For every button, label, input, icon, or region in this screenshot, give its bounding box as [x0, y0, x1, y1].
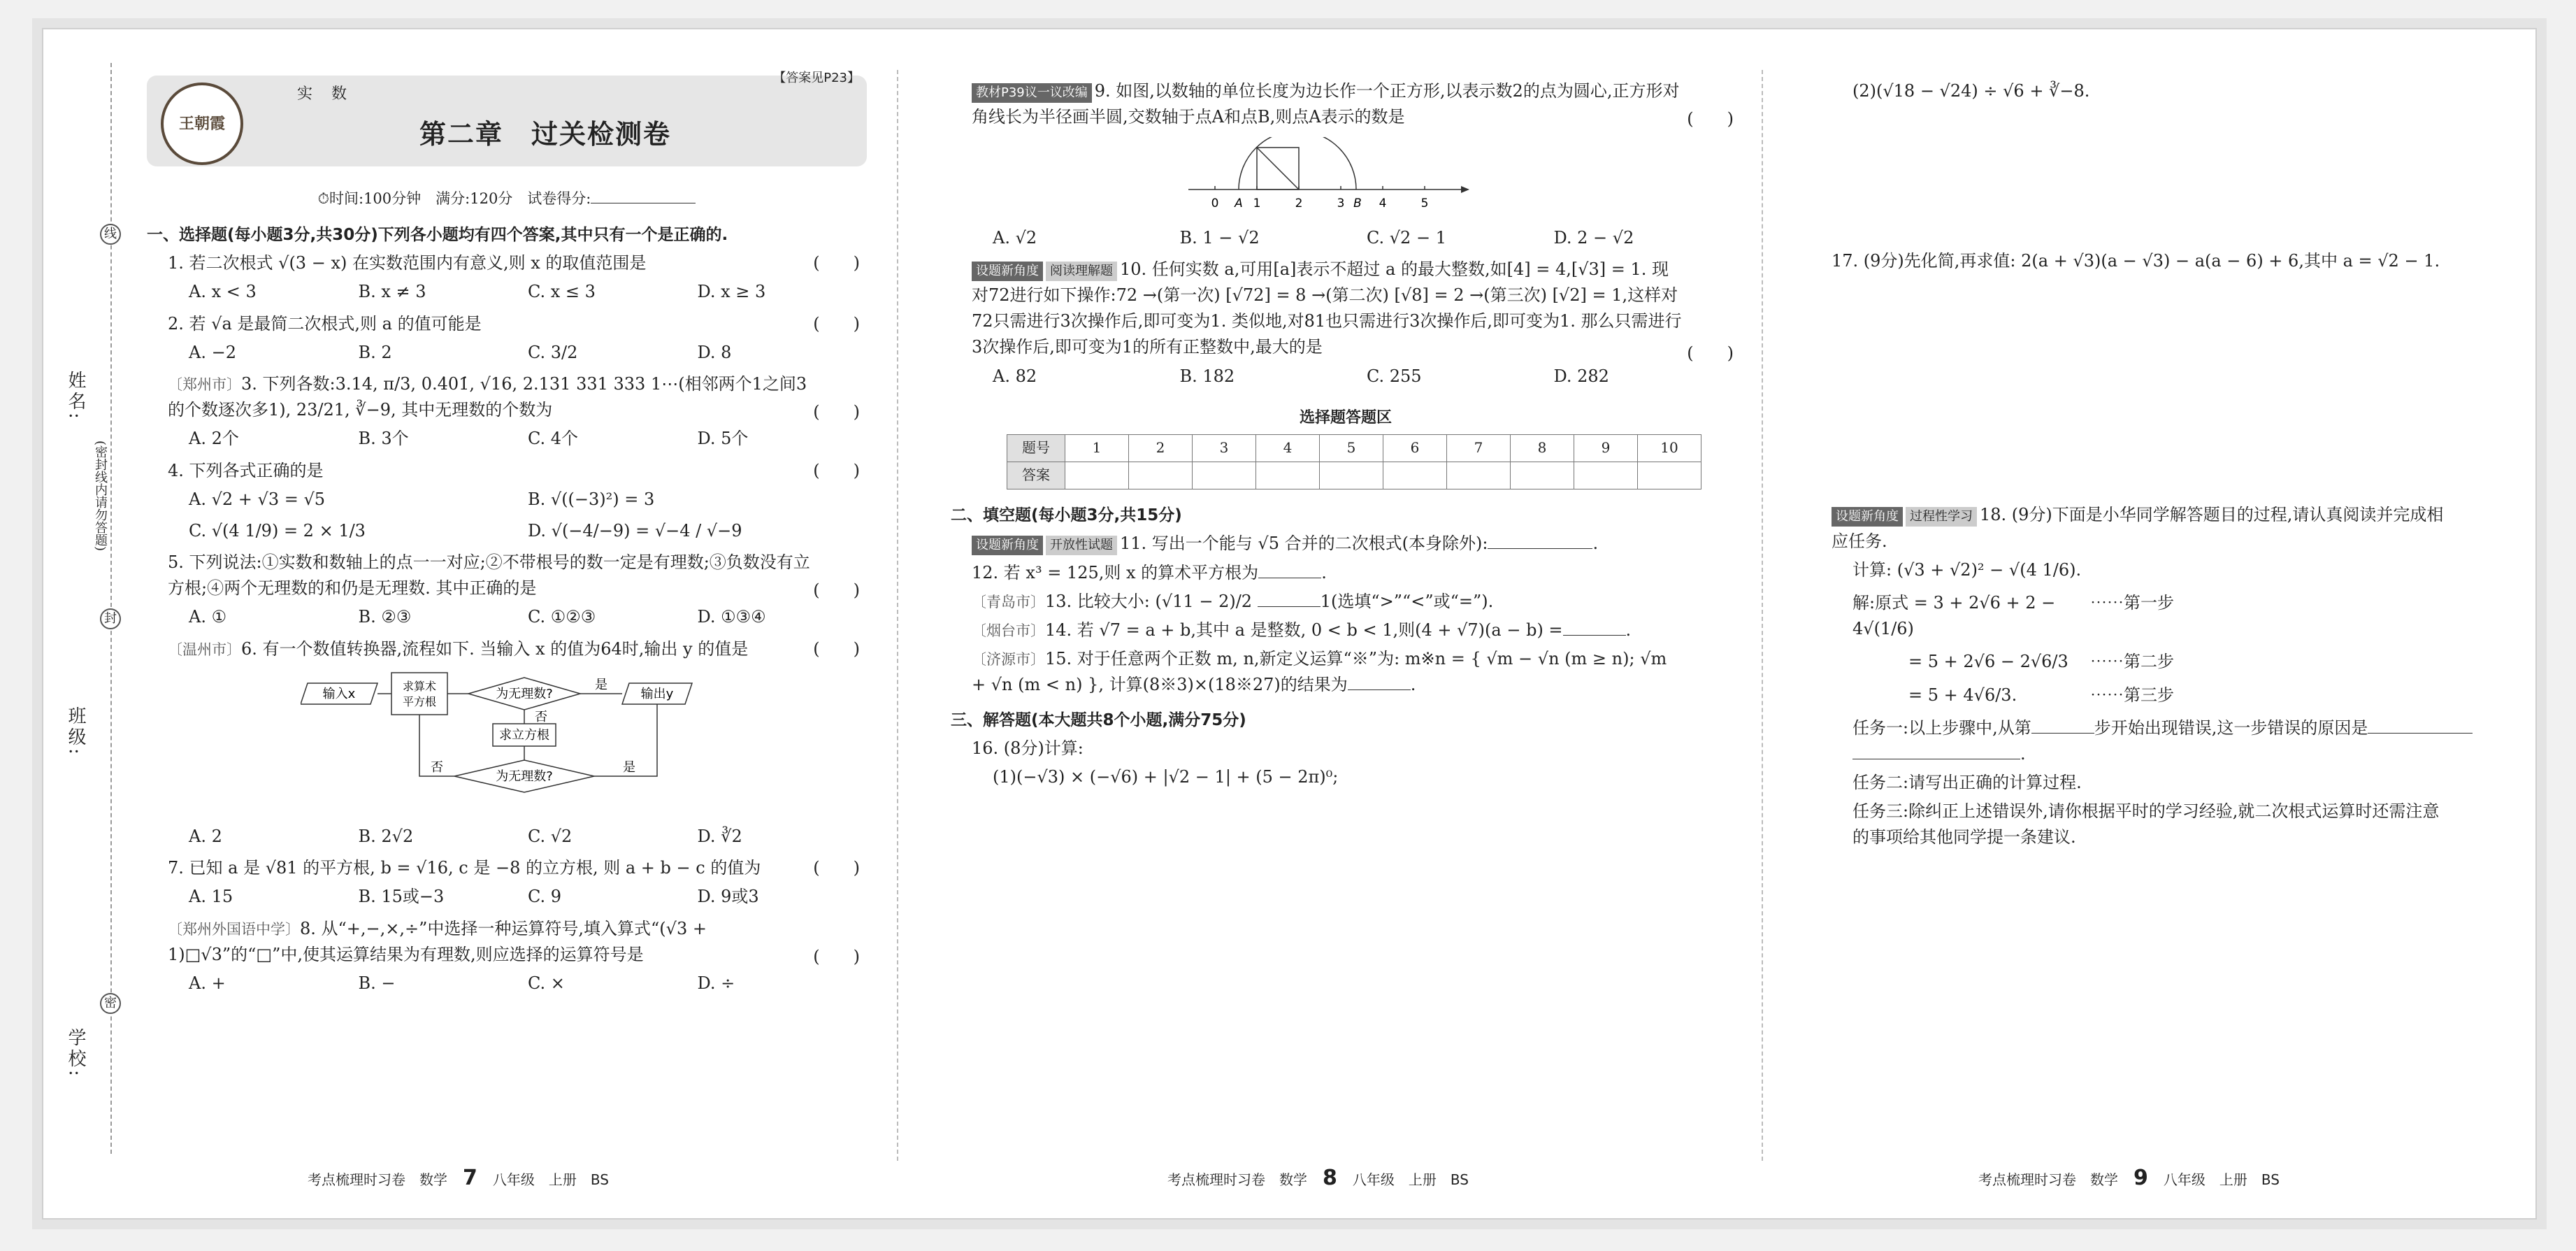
- option-d[interactable]: D. ①③④: [697, 607, 766, 627]
- option-a[interactable]: A. ①: [189, 607, 227, 627]
- page-divider: [1762, 70, 1763, 1161]
- question-2-options: [189, 340, 867, 366]
- question-source: 〔郑州市〕: [168, 376, 241, 393]
- answer-paren: ( ): [813, 638, 860, 659]
- page-8-footer: [1167, 1166, 1469, 1190]
- seal-mark-mi: 密: [100, 993, 121, 1014]
- table-cell: 6: [1383, 434, 1447, 462]
- brand-logo: 王朝霞: [161, 83, 243, 165]
- answer-table-title: 选择题答题区: [1299, 408, 1392, 427]
- task-2: [1852, 770, 2510, 796]
- page-number: 7: [463, 1166, 477, 1190]
- axis-label-0: 0: [1211, 196, 1219, 211]
- question-10-options: [993, 364, 1741, 389]
- question-6-options: [189, 824, 867, 850]
- question-text: 16. (8分)计算:: [972, 738, 1084, 759]
- option-c[interactable]: C. 9: [528, 887, 562, 907]
- option-a[interactable]: A. 15: [189, 887, 233, 907]
- question-source: 〔青岛市〕: [972, 593, 1045, 610]
- name-label: 姓名:: [65, 371, 86, 422]
- table-cell: 4: [1256, 434, 1320, 462]
- question-3-options: [189, 426, 867, 452]
- question-text: 2. 若 √a 是最简二次根式,则 a 的值可能是: [168, 313, 482, 334]
- option-d[interactable]: D. 282: [1553, 366, 1609, 386]
- option-a[interactable]: A. 2个: [189, 429, 239, 449]
- question-text: 5. 下列说法:①实数和数轴上的点一一对应;②不带根号的数一定是有理数;③负数没有立方根;④两个无理数的和仍是无理数. 其中正确的是: [168, 552, 810, 599]
- table-header: 答案: [1007, 462, 1065, 489]
- section-choice-heading: 一、选择题(每小题3分,共30分)下列各小题均有四个答案,其中只有一个是正确的.: [147, 225, 728, 244]
- school-label: 学校:: [65, 1028, 86, 1079]
- flow-decision-2-text: 为无理数?: [496, 769, 553, 784]
- answer-cell[interactable]: [1129, 462, 1193, 489]
- answer-cell[interactable]: [1256, 462, 1320, 489]
- flow-output-text: 输出y: [640, 686, 674, 701]
- answer-paren: ( ): [813, 946, 860, 966]
- answer-blank[interactable]: [1258, 589, 1321, 607]
- step-label: ⋯⋯第三步: [2090, 685, 2174, 705]
- option-c[interactable]: C. x ≤ 3: [528, 282, 596, 302]
- axis-label-4: 4: [1379, 196, 1387, 211]
- flow-input-box: [301, 683, 377, 704]
- question-17: [1832, 248, 2510, 274]
- question-text: 9. 如图,以数轴的单位长度为边长作一个正方形,以表示数2的点为圆心,正方形对角线长为半径画半圆,交数轴于点A和点B,则点A表示的数是: [972, 81, 1680, 127]
- answer-paren: ( ): [813, 580, 860, 601]
- flow-decision-1-text: 为无理数?: [496, 686, 553, 701]
- question-source: 〔烟台市〕: [972, 622, 1045, 639]
- option-b[interactable]: B. ②③: [358, 607, 412, 627]
- chapter-title: 第二章 过关检测卷: [419, 119, 672, 150]
- step-label: ⋯⋯第二步: [2090, 652, 2174, 672]
- question-text: (2)(√18 − √24) ÷ √6 + ∛−8.: [1852, 81, 2090, 101]
- section-fill-heading: 二、填空题(每小题3分,共15分): [951, 506, 1182, 524]
- table-cell: 7: [1447, 434, 1511, 462]
- task-text: 任务一:以上步骤中,从第: [1852, 717, 2031, 738]
- question-text: 7. 已知 a 是 √81 的平方根, b = √16, c 是 −8 的立方根, 则 a + b − c 的值为: [168, 858, 761, 878]
- table-header: 题号: [1007, 434, 1065, 462]
- question-tag: 过程性学习: [1906, 507, 1977, 527]
- option-b[interactable]: B. 2: [358, 342, 392, 362]
- axis-label-3: 3: [1337, 196, 1345, 211]
- answer-cell[interactable]: [1447, 462, 1511, 489]
- axis-label-a: A: [1235, 196, 1243, 211]
- option-d[interactable]: D. 9或3: [697, 887, 759, 907]
- question-7-options: [189, 884, 867, 910]
- subject-label: 实 数: [297, 85, 354, 103]
- page-number: 9: [2134, 1166, 2148, 1190]
- page-7-footer: [308, 1166, 609, 1190]
- flow-input-text: 输入x: [322, 686, 356, 701]
- flowchart: [301, 669, 867, 817]
- answer-blank[interactable]: [1488, 531, 1592, 549]
- question-text: 3. 下列各数:3.14, π/3, 0.4̇01̇, √16, 2.131 331 333 1⋯(相邻两个1之间3的个数逐次多1), 23/21, ∛−9, 其中无理数的个数为: [168, 373, 807, 420]
- option-c[interactable]: C. 3/2: [528, 342, 578, 362]
- question-text: 10. 任何实数 a,可用[a]表示不超过 a 的最大整数,如[4] = 4,[√3] = 1. 现对72进行如下操作:72 →(第一次) [√72] = 8 →(第二次) [√8] = 2 →(第三次) [√2] = 1,这样对72只需进行3次操作后,即可变为1. 类似地,对81也只需进行3次操作后,即可变为1. 那么只需进行3次操作后,即可变为1的所有正整数中,最大的是: [972, 259, 1682, 357]
- question-4: [168, 458, 867, 484]
- step-label: ⋯⋯第一步: [2090, 592, 2174, 613]
- question-2: [168, 311, 867, 337]
- footer-text: 八年级 上册 BS: [492, 1171, 609, 1188]
- score-blank[interactable]: [591, 188, 696, 203]
- exam-meta: [147, 187, 867, 210]
- option-c[interactable]: C. √(4 1/9) = 2 × 1/3: [189, 520, 366, 541]
- answer-blank[interactable]: [1852, 742, 2020, 759]
- page-9: [1832, 76, 2510, 852]
- answer-cell[interactable]: [1193, 462, 1256, 489]
- work-space[interactable]: [1845, 276, 2510, 499]
- answer-cell[interactable]: [1320, 462, 1383, 489]
- answer-cell[interactable]: [1574, 462, 1638, 489]
- binding-strip: [49, 63, 119, 1161]
- question-7: [168, 855, 867, 881]
- question-tag: 开放性试题: [1046, 536, 1117, 555]
- question-10: [972, 257, 1741, 361]
- option-c[interactable]: C. ①②③: [528, 607, 596, 627]
- section-solve-heading: 三、解答题(本大题共8个小题,满分75分): [951, 710, 1246, 729]
- question-source: 〔济源市〕: [972, 651, 1045, 669]
- question-13: [972, 589, 1741, 615]
- answer-blank[interactable]: [2031, 716, 2094, 734]
- flow-cbrt-box: [493, 724, 556, 746]
- option-b[interactable]: B. √((−3)²) = 3: [528, 489, 655, 509]
- question-14: 〔烟台市〕14. 若 √7 = a + b,其中 a 是整数, 0 < b < 1,则(4 + √7)(a − b) = .: [972, 617, 1741, 643]
- question-tail: 1(选填“>”“<”或“=”).: [1320, 591, 1494, 611]
- option-c[interactable]: C. 255: [1367, 366, 1422, 386]
- question-4-options-ab: [189, 487, 867, 513]
- answer-blank[interactable]: [1348, 673, 1411, 690]
- option-a[interactable]: A. √2 + √3 = √5: [189, 489, 326, 509]
- question-12: 12. 若 x³ = 125,则 x 的算术平方根为 .: [972, 560, 1741, 586]
- axis-label-b: B: [1353, 196, 1362, 211]
- question-tag: 阅读理解题: [1046, 262, 1117, 281]
- option-d[interactable]: D. √(−4/−9) = √−4 / √−9: [528, 520, 742, 541]
- question-8-options: [189, 971, 867, 996]
- question-6: [168, 636, 867, 662]
- answer-table: [1007, 434, 1701, 489]
- answer-table-row-answers: [1007, 462, 1701, 489]
- page-7: [147, 71, 867, 1002]
- question-15: 〔济源市〕15. 对于任意两个正数 m, n,新定义运算“※”为: m※n = { √m − √n (m ≥ n); √m + √n (m < n) }, 计算(8※3)×(18※27)的结果为 .: [972, 649, 1667, 695]
- flow-decision-1: [468, 678, 580, 710]
- answer-paren: ( ): [813, 401, 860, 422]
- axis-label-5: 5: [1420, 196, 1429, 211]
- table-cell: 5: [1320, 434, 1383, 462]
- footer-text: 八年级 上册 BS: [2163, 1171, 2280, 1188]
- option-a[interactable]: A. 2: [189, 827, 222, 846]
- class-label: 班级:: [65, 706, 86, 757]
- flow-sqrt-text-2: 平方根: [402, 694, 437, 708]
- option-d[interactable]: D. 8: [697, 342, 732, 362]
- flow-decision-2: [454, 760, 594, 792]
- question-text: 计算: (√3 + √2)² − √(4 1/6).: [1852, 559, 2082, 580]
- solution-step: [1908, 682, 2510, 708]
- option-b[interactable]: B. 2√2: [358, 827, 414, 846]
- footer-text: 考点梳理时习卷 数学: [1978, 1171, 2118, 1188]
- question-tag: 教材P39议一议改编: [972, 83, 1092, 103]
- option-c[interactable]: C. ×: [528, 973, 565, 993]
- task-text: 任务二:请写出正确的计算过程.: [1852, 773, 2082, 793]
- option-b[interactable]: B. 15或−3: [358, 887, 445, 907]
- seal-mark-feng: 封: [100, 608, 121, 629]
- flow-cbrt-text: 求立方根: [499, 727, 549, 743]
- question-text: 6. 有一个数值转换器,流程如下. 当输入 x 的值为64时,输出 y 的值是: [241, 638, 749, 659]
- option-b[interactable]: B. 182: [1179, 366, 1235, 386]
- option-b[interactable]: B. x ≠ 3: [358, 282, 426, 302]
- question-tag: 设题新角度: [1832, 507, 1903, 527]
- question-11: 设题新角度 开放性试题 11. 写出一个能与 √5 合并的二次根式(本身除外): .: [972, 531, 1741, 557]
- task-1: 任务一:以上步骤中,从第 步开始出现错误,这一步错误的原因是 .: [1852, 715, 2510, 767]
- step-expression: = 5 + 4√6/3.: [1908, 685, 2017, 705]
- seal-mark-xian: 线: [100, 224, 121, 245]
- question-text: (1)(−√3) × (−√6) + |√2 − 1| + (5 − 2π)⁰;: [993, 767, 1339, 787]
- task-text: 任务三:除纠正上述错误外,请你根据平时的学习经验,就二次根式运算时还需注意的事项给其他同学提一条建议.: [1852, 801, 2440, 848]
- diagonal: [1257, 148, 1299, 190]
- step-expression: 解:原式 = 3 + 2√6 + 2 − 4√(1/6): [1852, 592, 2056, 639]
- axis-label-1: 1: [1253, 196, 1261, 211]
- flow-sqrt-text-1: 求算术: [402, 679, 437, 693]
- time-score-info: ⏱时间:100分钟 满分:120分 试卷得分:: [317, 190, 591, 207]
- solution-step: [1908, 649, 2510, 675]
- table-cell: 10: [1638, 434, 1701, 462]
- table-cell: 3: [1193, 434, 1256, 462]
- question-text: 15. 对于任意两个正数 m, n,新定义运算“※”为: m※n = { √m − √n (m ≥ n); √m + √n (m < n) }, 计算(8※3)×(18※27)的结果为: [972, 649, 1667, 695]
- option-c[interactable]: C. √2 − 1: [1367, 227, 1446, 248]
- answer-cell[interactable]: [1638, 462, 1701, 489]
- answer-table-row-numbers: [1007, 434, 1701, 462]
- option-d[interactable]: D. x ≥ 3: [697, 282, 766, 302]
- question-text: 8. 从“+,−,×,÷”中选择一种运算符号,填入算式“(√3 + 1)□√3”的“□”中,使其运算结果为有理数,则应选择的运算符号是: [168, 918, 707, 964]
- question-9: [972, 78, 1741, 130]
- task-3: [1852, 799, 2510, 850]
- option-a[interactable]: A. 82: [993, 366, 1037, 386]
- seal-note: (密封线内请勿答题): [93, 441, 108, 552]
- answer-blank[interactable]: [2368, 716, 2473, 734]
- question-text: 11. 写出一个能与 √5 合并的二次根式(本身除外):: [1120, 534, 1488, 554]
- calc-problem: [1852, 557, 2510, 583]
- question-3: [168, 371, 867, 423]
- question-text: 17. (9分)先化简,再求值: 2(a + √3)(a − √3) − a(a − 6) + 6,其中 a = √2 − 1.: [1832, 251, 2440, 271]
- flow-yes-label-1: 是: [595, 677, 607, 692]
- answer-paren: ( ): [813, 253, 860, 273]
- answer-cell[interactable]: [1065, 462, 1129, 489]
- option-d[interactable]: D. ÷: [697, 973, 735, 993]
- question-tag: 设题新角度: [972, 536, 1043, 555]
- question-5: [168, 550, 867, 601]
- flow-no-label-1: 否: [535, 709, 547, 724]
- answer-paren: ( ): [1687, 109, 1734, 129]
- chapter-header: [147, 71, 867, 166]
- answer-reference: 【答案见P23】: [773, 71, 860, 85]
- solution-step: [1852, 590, 2510, 642]
- answer-paren: ( ): [813, 313, 860, 334]
- page-8: [951, 76, 1741, 792]
- answer-cell[interactable]: [1383, 462, 1447, 489]
- option-a[interactable]: A. x < 3: [189, 282, 257, 302]
- page-number: 8: [1323, 1166, 1337, 1190]
- option-a[interactable]: A. √2: [993, 227, 1037, 248]
- option-c[interactable]: C. √2: [528, 827, 573, 846]
- question-16-part-2: [1852, 78, 2510, 104]
- work-space[interactable]: [1845, 106, 2510, 245]
- question-4-options-cd: [189, 518, 867, 544]
- answer-paren: ( ): [813, 858, 860, 878]
- footer-text: 考点梳理时习卷 数学: [1167, 1171, 1307, 1188]
- option-d[interactable]: D. 2 − √2: [1553, 227, 1634, 248]
- answer-cell[interactable]: [1511, 462, 1574, 489]
- question-text: 1. 若二次根式 √(3 − x) 在实数范围内有意义,则 x 的取值范围是: [168, 253, 647, 273]
- question-text: 12. 若 x³ = 125,则 x 的算术平方根为: [972, 562, 1259, 582]
- page-divider: [897, 70, 898, 1161]
- answer-paren: ( ): [813, 460, 860, 480]
- question-1-options: [189, 279, 867, 305]
- option-d[interactable]: D. 5个: [697, 429, 749, 449]
- question-5-options: [189, 604, 867, 630]
- question-source: 〔郑州外国语中学〕: [168, 920, 300, 938]
- question-18: [1832, 502, 2510, 554]
- answer-paren: ( ): [1687, 343, 1734, 363]
- option-b[interactable]: B. 3个: [358, 429, 409, 449]
- question-text: 13. 比较大小: (√11 − 2)/2: [1045, 591, 1253, 611]
- task-text: 步开始出现错误,这一步错误的原因是: [2094, 717, 2368, 738]
- footer-text: 八年级 上册 BS: [1352, 1171, 1469, 1188]
- option-d[interactable]: D. ∛2: [697, 827, 742, 846]
- answer-blank[interactable]: [1258, 561, 1321, 578]
- table-cell: 1: [1065, 434, 1129, 462]
- flow-sqrt-box: [391, 673, 447, 715]
- option-b[interactable]: B. −: [358, 973, 396, 993]
- step-expression: = 5 + 2√6 − 2√6/3: [1908, 652, 2068, 672]
- answer-blank[interactable]: [1563, 618, 1626, 636]
- question-source: 〔温州市〕: [168, 641, 241, 658]
- footer-text: 考点梳理时习卷 数学: [308, 1171, 447, 1188]
- question-tag: 设题新角度: [972, 262, 1043, 281]
- table-cell: 2: [1129, 434, 1193, 462]
- question-text: 4. 下列各式正确的是: [168, 460, 324, 480]
- question-16-part-1: [993, 764, 1741, 790]
- axis-label-2: 2: [1295, 196, 1303, 211]
- option-a[interactable]: A. +: [189, 973, 226, 993]
- table-cell: 9: [1574, 434, 1638, 462]
- option-a[interactable]: A. −2: [189, 342, 236, 362]
- question-text: 14. 若 √7 = a + b,其中 a 是整数, 0 < b < 1,则(4 + √7)(a − b) =: [1045, 620, 1563, 640]
- question-text: 18. (9分)下面是小华同学解答题目的过程,请认真阅读并完成相应任务.: [1832, 505, 2444, 551]
- page-9-footer: [1978, 1166, 2280, 1190]
- flow-output-box: [622, 683, 692, 704]
- option-c[interactable]: C. 4个: [528, 429, 579, 449]
- question-1: [168, 250, 867, 276]
- flow-no-label-2: 否: [431, 759, 443, 775]
- number-line-figure: [1181, 137, 1741, 222]
- question-9-options: [993, 225, 1741, 251]
- option-b[interactable]: B. 1 − √2: [1179, 227, 1260, 248]
- semicircle: [1239, 137, 1356, 190]
- table-cell: 8: [1511, 434, 1574, 462]
- question-16: [972, 736, 1741, 762]
- flow-yes-label-2: 是: [623, 759, 635, 775]
- question-8: [168, 916, 867, 968]
